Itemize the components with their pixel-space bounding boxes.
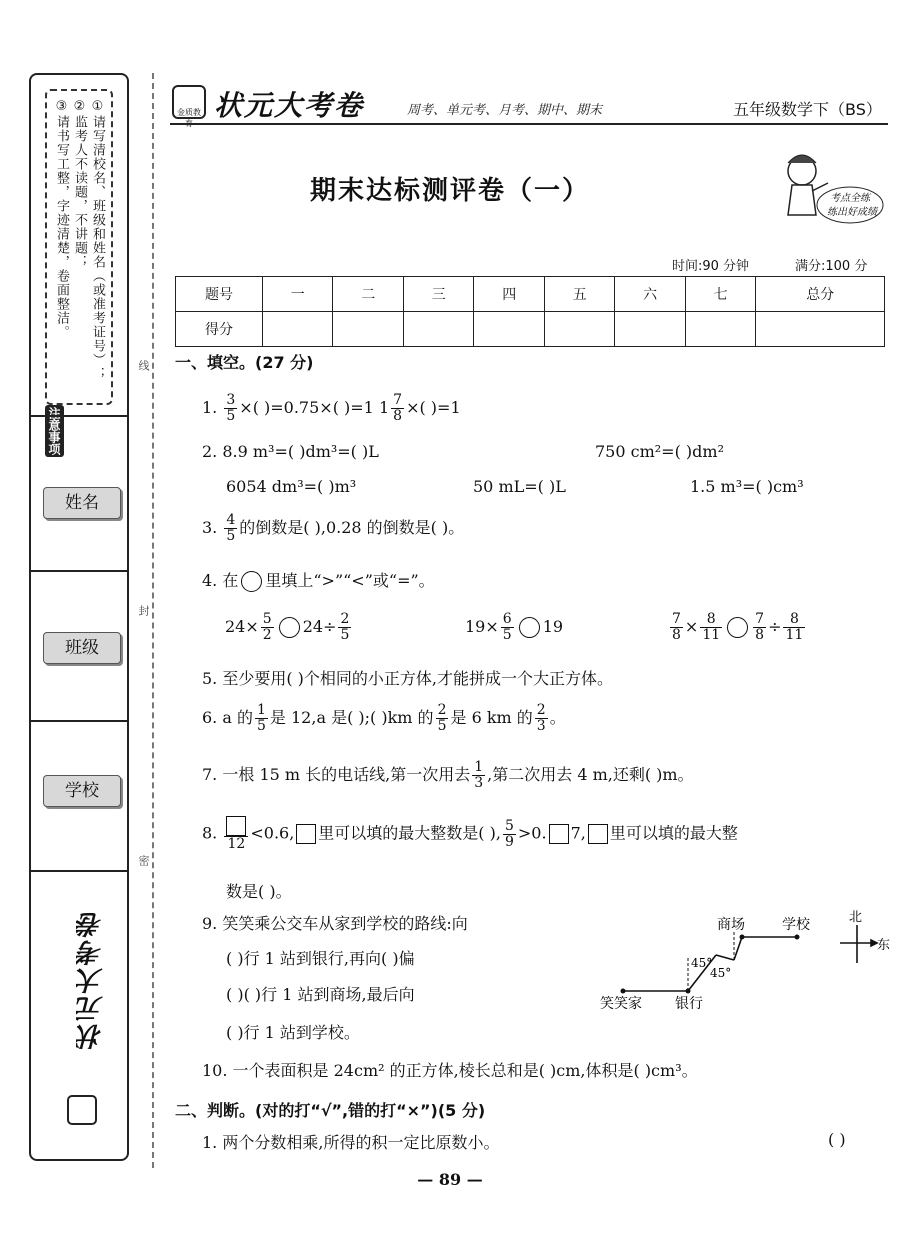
question-6: 6. a 的 $\frac{1}{5}$ 是 12,a 是( );( )km 的 $\frac{2}{5}$ 是 6 km 的 $\frac{2}{3}$ 。 [202, 702, 566, 734]
table-cell: 七 [685, 277, 755, 312]
question-8-continued: 数是( )。 [226, 882, 292, 901]
compare-circle[interactable] [727, 617, 748, 638]
score-cell[interactable] [263, 312, 333, 347]
cut-word: 线 [137, 360, 150, 371]
mascot-illustration [770, 143, 885, 228]
score-cell[interactable] [756, 312, 885, 347]
map-label-bank: 银行 [675, 996, 703, 1012]
table-cell: 得分 [176, 312, 263, 347]
compare-expression-3: $\frac{7}{8}$ × $\frac{8}{11}$ $\frac{7}{8}$ ÷ $\frac{8}{11}$ [672, 611, 804, 643]
blank-square[interactable] [226, 816, 246, 836]
map-angle-label: 45° [691, 956, 713, 970]
table-cell: 二 [333, 277, 403, 312]
compare-expression-2: 19× $\frac{6}{5}$ 19 [465, 611, 564, 643]
header-divider [170, 123, 888, 125]
notice-item: ③请书写工整，字迹清楚，卷面整洁。 [54, 99, 69, 339]
score-table [175, 276, 885, 347]
map-node-mall [740, 935, 745, 940]
time-info: 时间:90 分钟 [672, 259, 750, 274]
score-info: 满分:100 分 [795, 259, 868, 274]
brand-name: 状元大考卷 [214, 89, 365, 122]
cut-word: 封 [137, 605, 150, 616]
map-node-bank [686, 989, 691, 994]
blank-square[interactable] [588, 824, 608, 844]
binding-strip [29, 73, 129, 1161]
map-label-mall: 商场 [717, 917, 745, 933]
mascot-line2: 练出好成绩 [827, 207, 877, 218]
page-number: — 89 — [417, 1170, 483, 1189]
section-title: 一、填空。(27 分) [175, 353, 314, 372]
question-2-part-b: 750 cm²=( )dm² [595, 442, 724, 461]
map-angle-label: 45° [710, 966, 732, 980]
circle-icon [241, 571, 262, 592]
page-title: 期末达标测评卷（一） [309, 176, 590, 206]
question-4: 4. 在 里填上“>”“<”或“=”。 [202, 571, 435, 590]
class-field-label: 班级 [43, 632, 121, 664]
map-label-home: 笑笑家 [600, 996, 642, 1012]
blank-square[interactable] [549, 824, 569, 844]
table-cell: 六 [615, 277, 685, 312]
score-cell[interactable] [544, 312, 614, 347]
sidebar-brand: 状元大考卷 [77, 910, 107, 1050]
table-cell: 题号 [176, 277, 263, 312]
sidebar-logo-icon [67, 1095, 97, 1125]
map-label-north: 北 [849, 910, 863, 925]
judge-answer-blank[interactable]: ( ) [828, 1130, 846, 1149]
question-2-part-a: 2. 8.9 m³=( )dm³=( )L [202, 442, 379, 461]
cut-line [152, 73, 154, 1168]
score-cell[interactable] [333, 312, 403, 347]
question-10: 10. 一个表面积是 24cm² 的正方体,棱长总和是( )cm,体积是( )cm³。 [202, 1061, 698, 1080]
blank-square[interactable] [296, 824, 316, 844]
question-8: 8. 12 <0.6, 里可以填的最大整数是( ), $\frac{5}{9}$ >0. 7, 里可以填的最大整 [202, 817, 738, 852]
notice-item: ①请写清校名、班级和姓名（或准考证号）； [90, 99, 105, 381]
score-cell[interactable] [615, 312, 685, 347]
score-cell[interactable] [403, 312, 473, 347]
score-cell[interactable] [685, 312, 755, 347]
table-cell: 五 [544, 277, 614, 312]
score-table-header-row [176, 277, 885, 312]
question-9-line: 9. 笑笑乘公交车从家到学校的路线:向 [202, 914, 468, 933]
score-cell[interactable] [474, 312, 544, 347]
map-label-school: 学校 [782, 917, 810, 933]
question-3: 3. $\frac{4}{5}$ 的倒数是( ),0.28 的倒数是( )。 [202, 512, 465, 544]
compare-circle[interactable] [279, 617, 300, 638]
question-9-line: ( )( )行 1 站到商场,最后向 [226, 985, 415, 1004]
table-cell: 一 [263, 277, 333, 312]
question-9-line: ( )行 1 站到学校。 [226, 1023, 360, 1042]
score-table-score-row [176, 312, 885, 347]
question-7: 7. 一根 15 m 长的电话线,第一次用去 $\frac{1}{3}$ ,第二次用去 4 m,还剩( )m。 [202, 759, 694, 791]
tagline: 周考、单元考、月考、期中、期末 [407, 103, 603, 118]
map-node-school [795, 935, 800, 940]
compare-expression-1: 24× $\frac{5}{2}$ 24÷ $\frac{2}{5}$ [225, 611, 350, 643]
notice-item: ②监考人不读题，不讲题； [72, 99, 87, 269]
question-2-part-e: 1.5 m³=( )cm³ [690, 477, 804, 496]
question-5: 5. 至少要用( )个相同的小正方体,才能拼成一个大正方体。 [202, 669, 614, 688]
question-9-line: ( )行 1 站到银行,再向( )偏 [226, 949, 415, 968]
judge-question-1: 1. 两个分数相乘,所得的积一定比原数小。 [202, 1133, 500, 1152]
grade-label: 五年级数学下（BS） [733, 100, 882, 119]
table-cell: 三 [403, 277, 473, 312]
table-cell: 四 [474, 277, 544, 312]
question-2-part-d: 50 mL=( )L [473, 477, 566, 496]
table-cell: 总分 [756, 277, 885, 312]
map-node-home [621, 989, 626, 994]
compare-circle[interactable] [519, 617, 540, 638]
section-title: 二、判断。(对的打“√”,错的打“×”)(5 分) [175, 1101, 486, 1120]
name-field-label: 姓名 [43, 487, 121, 519]
mascot-line1: 考点全练 [830, 193, 870, 204]
school-field-label: 学校 [43, 775, 121, 807]
notice-box [45, 89, 113, 405]
question-1: 1. $\frac{3}{5}$ ×( )=0.75×( )=1 1 $\frac{7}{8}$ ×( )=1 [202, 392, 461, 424]
publisher-logo-icon: 金质教育 [172, 85, 206, 119]
route-map [595, 905, 895, 1040]
question-2-part-c: 6054 dm³=( )m³ [226, 477, 357, 496]
cut-word: 密 [137, 855, 150, 866]
notice-tag: 注意事项 [45, 405, 64, 457]
map-label-east: 东 [877, 938, 891, 953]
